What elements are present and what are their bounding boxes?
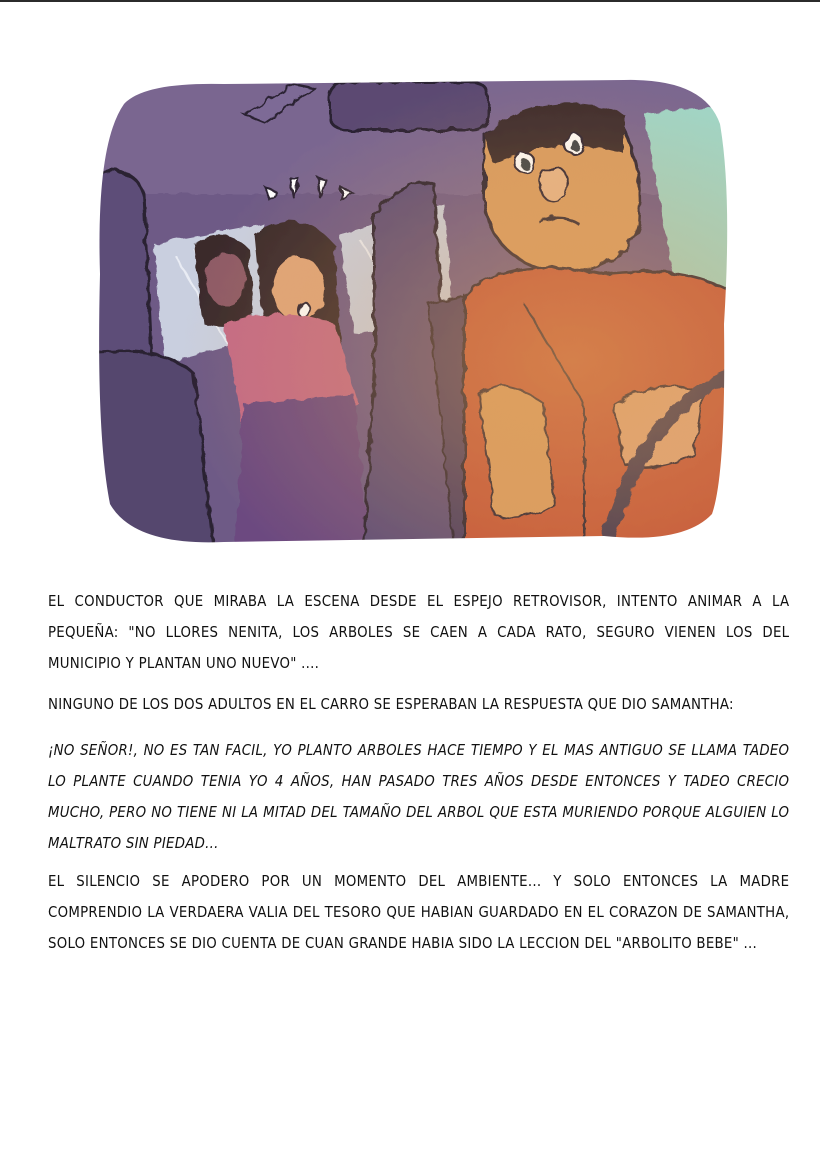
car-scene-image	[84, 74, 736, 552]
story-paragraph-1	[48, 586, 790, 679]
page-top-border	[0, 0, 820, 2]
paragraph-text: EL SILENCIO SE APODERO POR UN MOMENTO DEL AMBIENTE... Y SOLO ENTONCES LA MADRE COMPRENDIO LA VERDAERA VALIA DEL TESORO QUE HABIAN GUARDADO EN EL CORAZON DE SAMANTHA, SOLO ENTONCES SE DIO CUENTA DE CUAN GRANDE HABIA SIDO LA LECCION DEL "ARBOLITO BEBE" ...	[48, 872, 790, 952]
story-paragraph-2	[48, 689, 790, 720]
story-illustration	[84, 74, 736, 552]
paragraph-text: EL CONDUCTOR QUE MIRABA LA ESCENA DESDE EL ESPEJO RETROVISOR, INTENTO ANIMAR A LA PEQUEÑA: "NO LLORES NENITA, LOS ARBOLES SE CAEN A CADA RATO, SEGURO VIENEN LOS DEL MUNICIPIO Y PLANTAN UNO NUEVO" ....	[48, 592, 790, 672]
story-paragraph-quote	[48, 735, 790, 859]
paragraph-text: NINGUNO DE LOS DOS ADULTOS EN EL CARRO SE ESPERABAN LA RESPUESTA QUE DIO SAMANTHA:	[48, 695, 734, 713]
story-paragraph-4	[48, 866, 790, 959]
quoted-dialogue-text: ¡NO SEÑOR!, NO ES TAN FACIL, YO PLANTO ARBOLES HACE TIEMPO Y EL MAS ANTIGUO SE LLAMA TADEO LO PLANTE CUANDO TENIA YO 4 AÑOS, HAN PASADO TRES AÑOS DESDE ENTONCES Y TADEO CRECIO MUCHO, PERO NO TIENE NI LA MITAD DEL TAMAÑO DEL ARBOL QUE ESTA MURIENDO PORQUE ALGUIEN LO MALTRATO SIN PIEDAD...	[48, 741, 790, 852]
